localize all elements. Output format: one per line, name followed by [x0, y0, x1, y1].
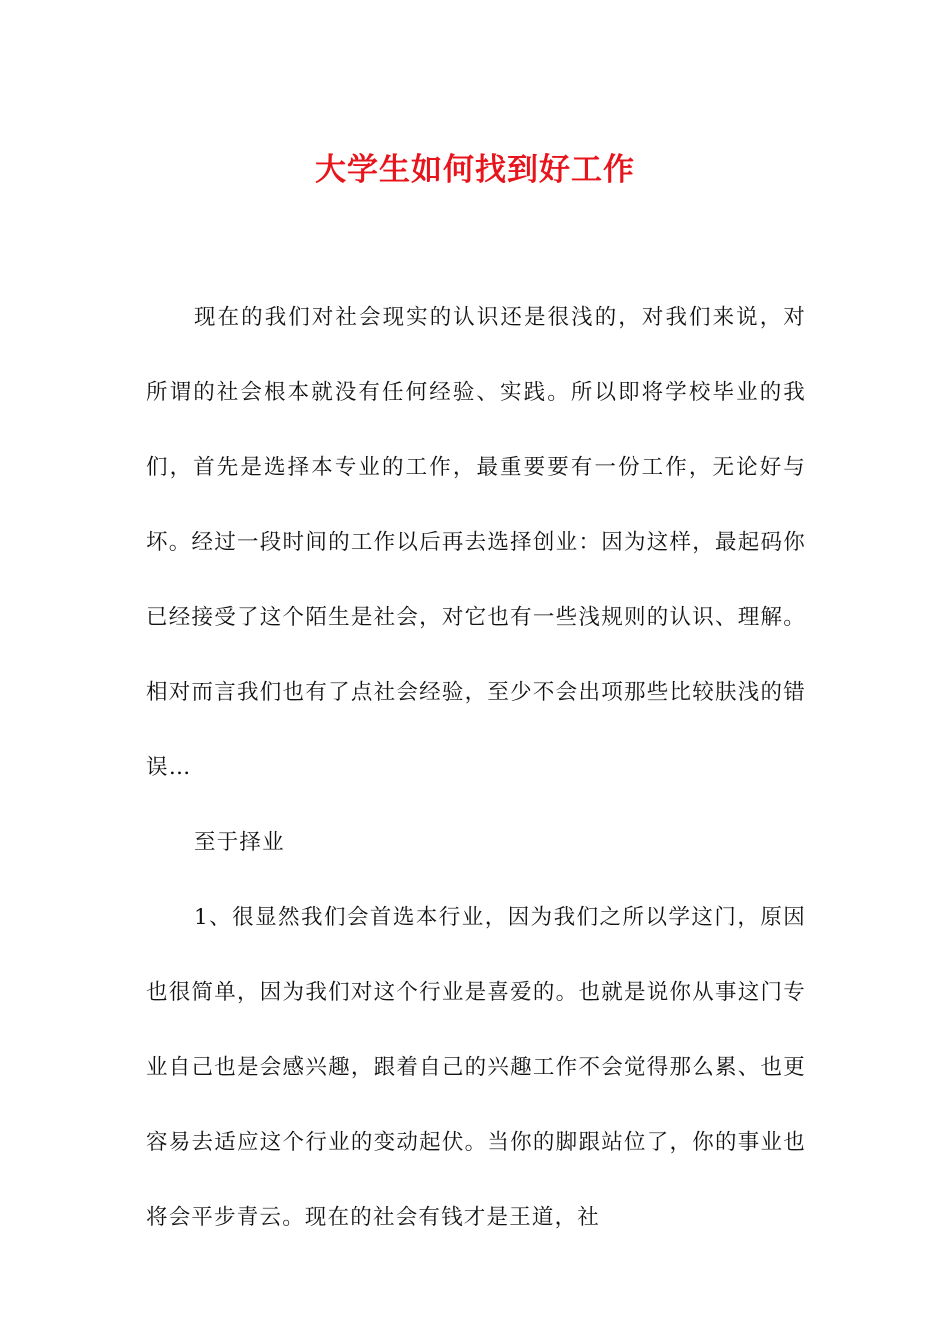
paragraph-intro: 现在的我们对社会现实的认识还是很浅的，对我们来说，对所谓的社会根本就没有任何经验、实践。所以即将学校毕业的我们，首先是选择本专业的工作，最重要要有一份工作，无论好与坏。经过一段时间的工作以后再去选择创业：因为这样，最起码你已经接受了这个陌生是社会，对它也有一些浅规则的认识、理解。相对而言我们也有了点社会经验，至少不会出项那些比较肤浅的错误… [146, 305, 806, 780]
document-body [146, 280, 806, 1255]
paragraph-heading-career-choice: 至于择业 [194, 830, 285, 855]
paragraph-point-1: 1、很显然我们会首选本行业，因为我们之所以学这门，原因也很简单，因为我们对这个行业是喜爱的。也就是说你从事这门专业自己也是会感兴趣，跟着自己的兴趣工作不会觉得那么累、也更容易去适应这个行业的变动起伏。当你的脚跟站位了，你的事业也将会平步青云。现在的社会有钱才是王道，社 [146, 905, 806, 1230]
document-title: 大学生如何找到好工作 [315, 152, 635, 188]
